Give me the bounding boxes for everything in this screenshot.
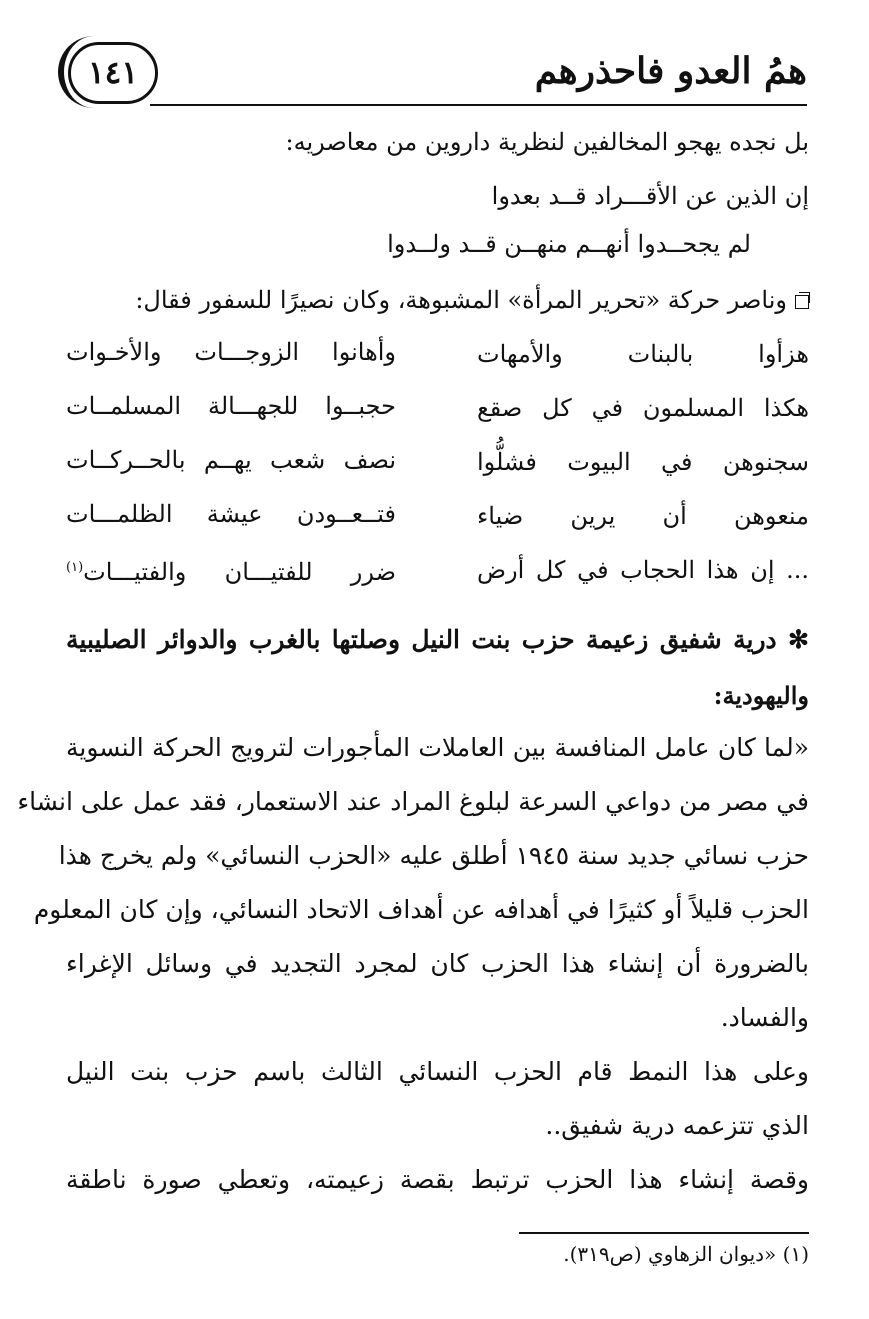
- poem-hemistich-left: ضرر للفتيـــان والفتيـــات: [83, 558, 396, 586]
- poem-hemistich-left-with-note: [66, 552, 396, 588]
- paragraph-line: الحزب قليلاً أو كثيرًا في أهدافه عن أهداف الاتحاد النسائي، وإن كان المعلوم: [33, 895, 809, 924]
- poem-hemistich-right: هزأوا بالبنات والأمهات: [477, 340, 809, 368]
- paragraph-line: والفساد.: [720, 1003, 809, 1032]
- paragraph-line: حزب نسائي جديد سنة ١٩٤٥ أطلق عليه «الحزب النسائي» ولم يخرج هذا: [58, 841, 809, 870]
- poem-hemistich-left: فتــعــودن عيشة الظلمـــات: [66, 500, 396, 528]
- header-rule: [150, 104, 807, 106]
- verse-line-2: لم يجحــدوا أنهــم منهــن قــد ولــدوا: [387, 230, 751, 258]
- footnote-text: (١) «ديوان الزهاوي (ص٣١٩).: [563, 1242, 809, 1266]
- paragraph-line: «لما كان عامل المنافسة بين العاملات المأجورات لترويج الحركة النسوية: [66, 733, 809, 762]
- poem-hemistich-right: منعوهن أن يرين ضياء: [477, 502, 809, 530]
- section-heading-line-2: واليهودية:: [713, 681, 809, 710]
- qasim-intro-text: وناصر حركة «تحرير المرأة» المشبوهة، وكان نصيرًا للسفور فقال:: [135, 286, 787, 314]
- poem-hemistich-right: سجنوهن في البيوت فشلُّوا: [477, 448, 809, 476]
- running-header-title: همُ العدو فاحذرهم: [534, 50, 807, 92]
- square-bullet-icon: [795, 295, 809, 309]
- poem-hemistich-right: ... إن هذا الحجاب في كل أرض: [477, 556, 809, 584]
- verse-line-1: إن الذين عن الأقـــراد قــد بعدوا: [491, 182, 809, 210]
- poem-hemistich-left: نصف شعب يهــم بالحــركــات: [66, 446, 396, 474]
- page-number: ١٤١: [88, 55, 138, 91]
- paragraph-line: الذي تتزعمه درية شفيق..: [545, 1111, 809, 1140]
- paragraph-line: وقصة إنشاء هذا الحزب ترتبط بقصة زعيمته، وتعطي صورة ناطقة: [66, 1165, 809, 1194]
- footnote-reference: (١): [66, 560, 84, 575]
- paragraph-line: في مصر من دواعي السرعة لبلوغ المراد عند الاستعمار، فقد عمل على انشاء: [17, 787, 809, 816]
- section-heading-text: درية شفيق زعيمة حزب بنت النيل وصلتها بالغرب والدوائر الصليبية: [66, 625, 777, 654]
- footnote-rule: [519, 1232, 809, 1234]
- asterisk-marker-icon: ✻: [788, 625, 809, 654]
- qasim-intro-line: [135, 284, 809, 316]
- poem-hemistich-left: وأهانوا الزوجـــات والأخـوات: [66, 338, 396, 366]
- intro-line: بل نجده يهجو المخالفين لنظرية داروين من معاصريه:: [285, 128, 809, 156]
- section-heading-line-1: [66, 624, 809, 656]
- page-number-badge: [68, 42, 158, 104]
- poem-hemistich-left: حجبــوا للجهـــالة المسلمــات: [66, 392, 396, 420]
- paragraph-line: وعلى هذا النمط قام الحزب النسائي الثالث باسم حزب بنت النيل: [66, 1057, 809, 1086]
- poem-hemistich-right: هكذا المسلمون في كل صقع: [477, 394, 809, 422]
- paragraph-line: بالضرورة أن إنشاء هذا الحزب كان لمجرد التجديد في وسائل الإغراء: [66, 949, 809, 978]
